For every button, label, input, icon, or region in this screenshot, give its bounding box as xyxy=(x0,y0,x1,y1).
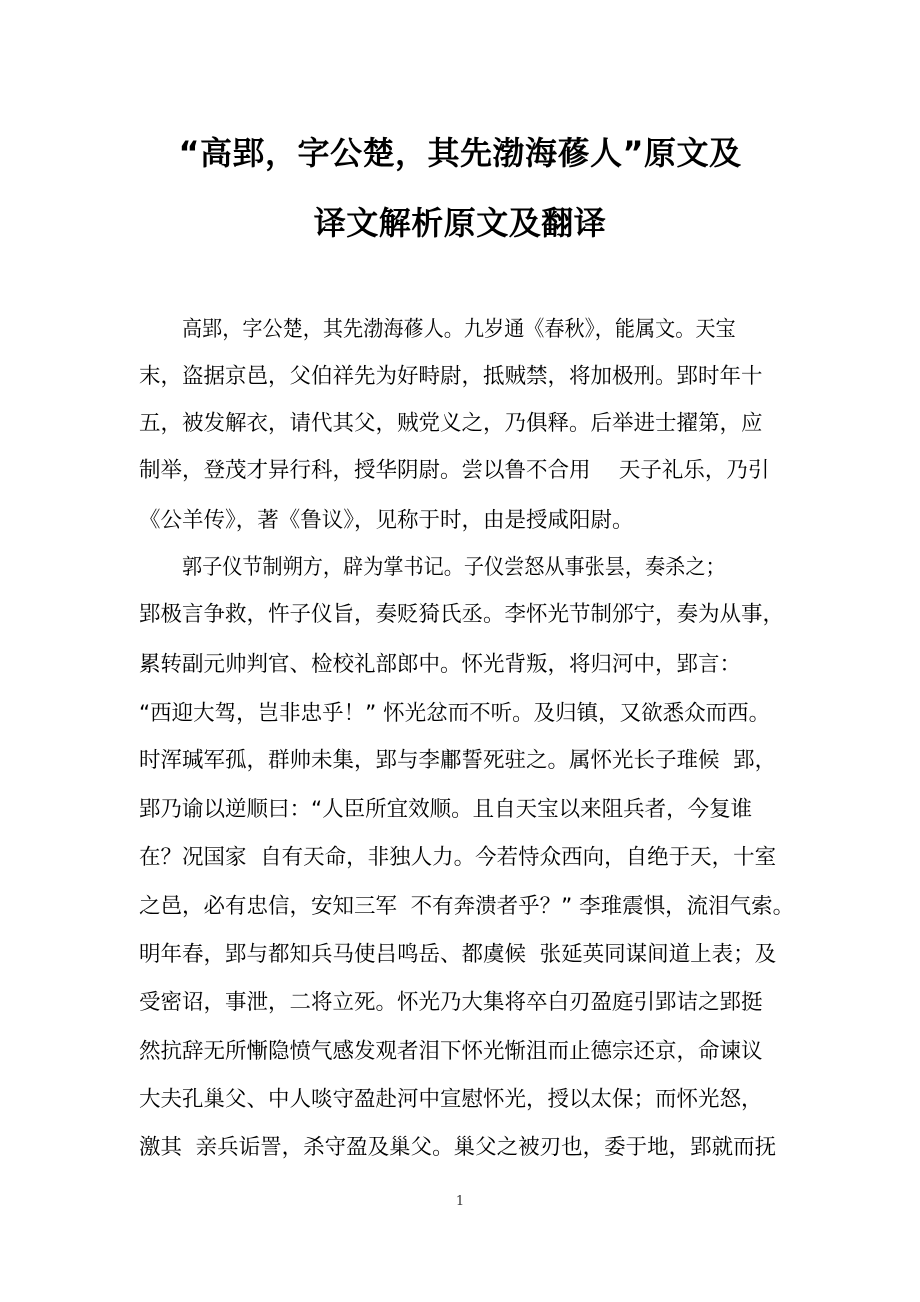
text-line: 郢乃谕以逆顺曰：“人臣所宜效顺。且自天宝以来阻兵者，今复谁 xyxy=(139,797,753,822)
text-line: 然抗辞无所慚隐愤气感发观者泪下怀光惭沮而止德宗还京，命谏议 xyxy=(139,1039,763,1064)
text-line: 之邑，必有忠信，安知三军 不有奔溃者乎？” 李琟震惧，流泪气索。 xyxy=(139,894,795,919)
text-line: 高郢，字公楚，其先渤海蓚人。九岁通《春秋》，能属文。天宝 xyxy=(182,317,736,342)
text-line: 在？况国家 自有天命，非独人力。今若恃众西向，自绝于天，十室 xyxy=(139,845,777,870)
text-line: 激其 亲兵诟詈，杀守盈及巢父。巢父之被刃也，委于地，郢就而抚 xyxy=(139,1135,777,1160)
text-line: 时浑瑊军孤，群帅未集，郢与李鄘誓死驻之。属怀光长子琟候 郢， xyxy=(139,748,777,773)
text-line: 五，被发解衣，请代其父，贼党义之，乃俱释。后举进士擢第，应 xyxy=(139,411,763,436)
text-line: 郭子仪节制朔方，辟为掌书记。子仪尝怒从事张昙，奏杀之； xyxy=(182,555,726,580)
page-number: 1 xyxy=(455,1194,465,1209)
text-line: 累转副元帅判官、检校礼部郎中。怀光背叛，将归河中，郢言： xyxy=(139,652,742,677)
document-title-line-2: 译文解析原文及翻译 xyxy=(313,204,607,242)
text-line: 《公羊传》，著《鲁议》，见称于时，由是授咸阳尉。 xyxy=(139,508,634,533)
text-line: 明年春，郢与都知兵马使吕鸣岳、都虞候 张延英同谋间道上表；及 xyxy=(139,942,777,967)
text-line: 受密诏，事泄，二将立死。怀光乃大集将卒白刃盈庭引郢诘之郢挺 xyxy=(139,990,763,1015)
text-line: 末，盗据京邑，父伯祥先为好畤尉，抵贼禁，将加极刑。郢时年十 xyxy=(139,364,763,389)
text-line: 大夫孔巢父、中人啖守盈赴河中宣慰怀光，授以太保；而怀光怒， xyxy=(139,1087,763,1112)
text-line: 郢极言争救，忤子仪旨，奏贬猗氏丞。李怀光节制邠宁，奏为从事， xyxy=(139,602,785,627)
text-line: “西迎大驾，岂非忠乎！” 怀光忿而不听。及归镇，又欲悉众而西。 xyxy=(139,701,771,726)
text-line: 制举，登茂才异行科，授华阴尉。尝以鲁不合用 天子礼乐，乃引 xyxy=(139,458,770,483)
document-title-line-1: “高郢，字公楚，其先渤海蓚人”原文及 xyxy=(178,134,742,172)
